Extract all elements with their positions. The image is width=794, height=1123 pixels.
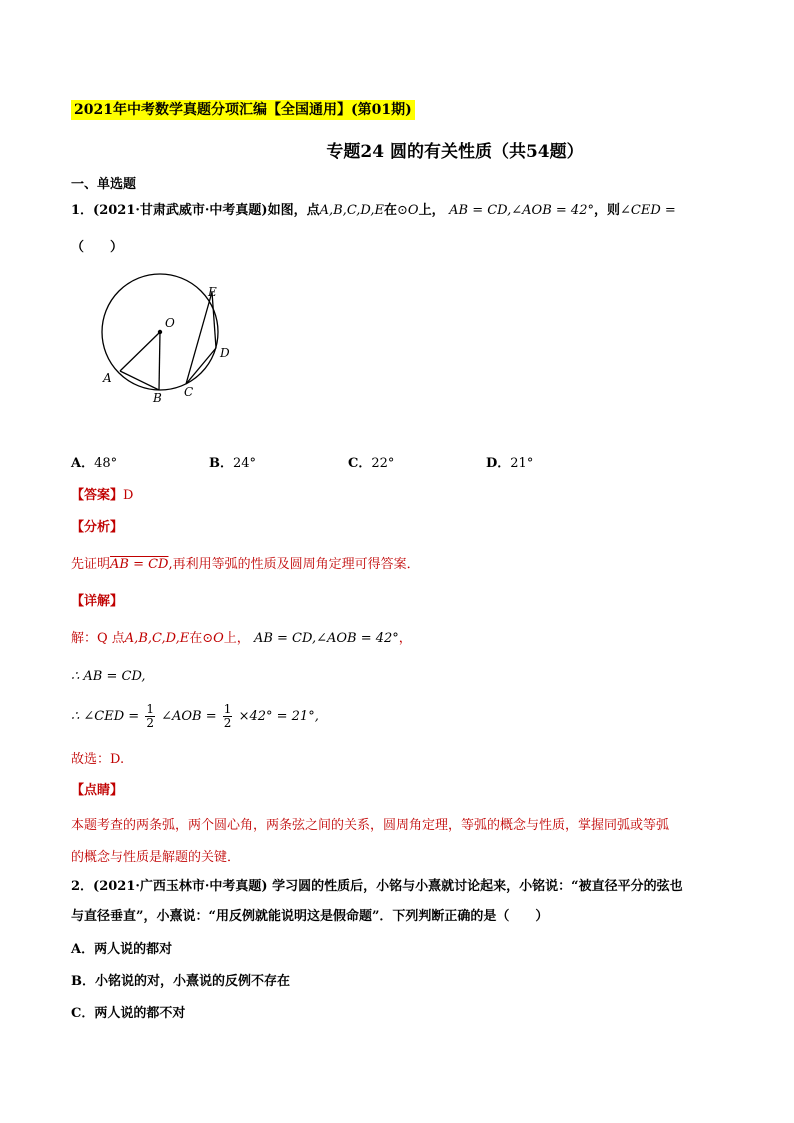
question-2-option-a: A．两人说的都对	[71, 942, 173, 957]
label-e: E	[208, 285, 217, 299]
chord-ce	[186, 292, 212, 384]
label-b: B	[153, 391, 162, 405]
question-2-line-1: 2．(2021·广西玉林市·中考真题) 学习圆的性质后，小铭与小熹就讨论起来，小铭说：“被直径平分的弦也	[71, 879, 683, 894]
analysis-tag: 【分析】	[71, 520, 124, 535]
circle-figure	[95, 270, 255, 410]
option-b: B．24°	[209, 456, 257, 471]
radius-ob	[159, 332, 160, 390]
question-1-paren: （ ）	[71, 240, 124, 255]
fraction-half-2: $\frac{1}{2}$	[223, 702, 232, 730]
chord-ed	[212, 292, 216, 348]
option-d: D．21°	[486, 456, 534, 471]
label-c: C	[184, 385, 194, 399]
option-c: C．22°	[348, 456, 395, 471]
question-1-stem: 1．(2021·甘肃武威市·中考真题)如图，点A,B,C,D,E在⊙O上， AB = CD,∠AOB = 42°，则∠CED =	[71, 203, 676, 218]
question-2-option-c: C．两人说的都不对	[71, 1006, 186, 1021]
question-2-option-b: B．小铭说的对，小熹说的反例不存在	[71, 974, 290, 989]
detail-line-2: ∴ AB = CD,	[71, 669, 146, 684]
detail-line-4: 故选：D.	[71, 752, 125, 767]
label-d: D	[220, 346, 230, 360]
center-dot	[158, 330, 162, 334]
header-tag: 2021年中考数学真题分项汇编【全国通用】(第01期)	[71, 100, 415, 120]
section-label: 一、单选题	[71, 177, 137, 192]
chord-ab	[120, 371, 159, 390]
comment-tag: 【点睛】	[71, 783, 124, 798]
answer-line: 【答案】D	[71, 488, 134, 503]
label-a: A	[103, 371, 112, 385]
label-o: O	[165, 316, 175, 330]
option-a: A．48°	[71, 456, 118, 471]
analysis-text: 先证明AB = CD,再利用等弧的性质及圆周角定理可得答案．	[71, 557, 420, 572]
detail-line-1: 解：Q 点A,B,C,D,E在⊙O上， AB = CD,∠AOB = 42°，	[71, 631, 412, 646]
detail-tag: 【详解】	[71, 594, 124, 609]
fraction-half-1: $\frac{1}{2}$	[146, 702, 154, 730]
detail-line-3: ∴ ∠CED = $\frac{1}{2}$ ∠AOB = $\frac{1}{2}$ ×42° = 21°,	[71, 702, 319, 730]
comment-line-2: 的概念与性质是解题的关键．	[71, 850, 241, 865]
radius-oa	[120, 332, 160, 371]
page-title: 专题24 圆的有关性质（共54题）	[326, 142, 584, 162]
comment-line-1: 本题考查的两条弧，两个圆心角，两条弦之间的关系，圆周角定理，等弧的概念与性质，掌握同弧或等弧	[71, 818, 670, 833]
question-2-line-2: 与直径垂直”，小熹说：“用反例就能说明这是假命题”．下列判断正确的是（ ）	[71, 909, 549, 924]
